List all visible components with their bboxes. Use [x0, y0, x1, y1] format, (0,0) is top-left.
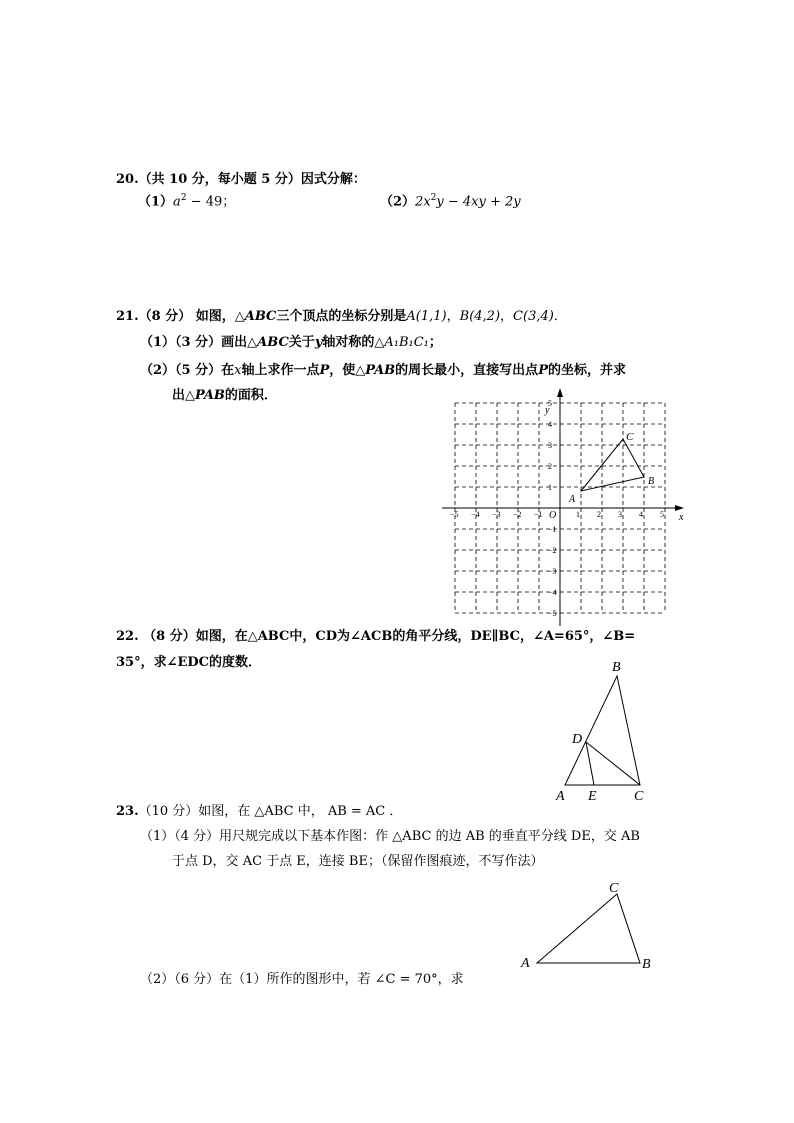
segment-de [586, 742, 594, 785]
q21-p2-a: （2）（5 分）在 [140, 363, 235, 378]
q22-label-a: A [556, 789, 565, 804]
q20-part1-rest: − 49； [186, 194, 236, 210]
q21-part2-line2 [172, 388, 277, 404]
q22-text1: （8 分）如图，在△ABC中，CD为∠ACB的角平分线，DE∥BC，∠A=65°，∠B= [138, 629, 636, 644]
q20-part2-exp: 2 [430, 193, 437, 203]
x-tick-label: 3 [618, 510, 622, 519]
q21-p1-a: （1）（3 分）画出△ [140, 335, 258, 350]
q21-point-b: B(4,2) [459, 309, 501, 324]
q21-p1-d: y [314, 335, 323, 350]
q21-p2-i: 的坐标，并求 [547, 363, 626, 378]
q20-header: 20.（共 10 分，每小题 5 分）因式分解： [116, 172, 366, 187]
x-tick-label: −1 [534, 510, 543, 519]
q21-abc: ABC [244, 309, 277, 324]
q21-num: 21.（8 分） [116, 309, 192, 324]
q20-part1 [138, 190, 235, 210]
q21-p2-b: x [234, 363, 242, 378]
x-tick-label: −4 [471, 510, 480, 519]
x-axis-label: x [679, 512, 684, 523]
y-tick-label: 4 [548, 420, 552, 429]
q21-p1-e: 轴对称的△ [322, 335, 385, 350]
triangle-abc [581, 439, 644, 491]
q21-end: ． [553, 309, 567, 324]
q22-line1 [116, 629, 635, 645]
q21-p2-e: ，使△ [329, 363, 366, 378]
q21-p2-k: PAB [195, 388, 225, 403]
y-tick-label: −5 [548, 609, 557, 618]
x-tick-label: −5 [450, 510, 459, 519]
q23-triangle-figure [515, 875, 660, 975]
y-tick-label: −1 [548, 525, 557, 534]
x-tick-label: 5 [660, 510, 664, 519]
q21-point-a: A(1,1) [406, 309, 447, 324]
q21-p1-f: A₁B₁C₁ [384, 335, 429, 350]
q21-text2: 三个顶点的坐标分别是 [276, 309, 407, 324]
q21-p2-j: 出△ [172, 388, 195, 403]
triangle-abc-q23 [537, 894, 640, 963]
q20-part2 [380, 190, 521, 210]
q22-label-c: C [634, 789, 644, 804]
q20-part2-a: 2x [415, 194, 431, 210]
q23-line1 [116, 804, 402, 820]
x-tick-label: −3 [492, 510, 501, 519]
q20-part2-label: （2） [380, 194, 416, 210]
q21-text1: 如图，△ [191, 309, 245, 324]
q22-label-b: B [612, 660, 621, 675]
q21-p2-f: PAB [365, 363, 396, 378]
triangle-abc-q22 [565, 676, 640, 785]
y-tick-label: 5 [548, 399, 552, 408]
y-tick-label: −4 [548, 588, 557, 597]
q23-line3: 于点 D，交 AC 于点 E，连接 BE；（保留作图痕迹，不写作法） [172, 854, 544, 869]
x-tick-label: 2 [597, 510, 601, 519]
x-axis-arrow [675, 505, 684, 511]
q23-text1: （10 分）如图，在 △ABC 中， AB = AC ． [138, 804, 403, 819]
label-c: C [626, 431, 634, 443]
y-axis-label: y [545, 405, 550, 416]
q21-stem [116, 309, 567, 325]
q23-line4: （2）（6 分）在（1）所作的图形中，若 ∠C = 70°，求 [140, 972, 464, 987]
q20-part1-exp: 2 [180, 193, 187, 203]
label-b: B [648, 476, 655, 487]
q21-p2-c: 轴上求作一点 [241, 363, 320, 378]
q23-num: 23. [116, 804, 139, 819]
q21-p2-g: 的周长最小，直接写出点 [395, 363, 539, 378]
q21-point-c: C(3,4) [513, 309, 554, 324]
y-tick-label: −3 [548, 567, 557, 576]
q21-p2-l: 的面积． [224, 388, 277, 403]
q20-part2-b: y − 4xy + 2y [436, 194, 521, 210]
q21-p2-h: P [538, 363, 548, 378]
x-tick-label: −2 [513, 510, 522, 519]
q23-line2: （1）（4 分）用尺规完成以下基本作图：作 △ABC 的边 AB 的垂直平分线 DE，交 AB [140, 829, 640, 844]
q21-sep1: ， [446, 309, 460, 324]
q20-part1-label: （1） [138, 194, 174, 210]
x-tick-label: 4 [639, 510, 643, 519]
q21-p1-c: 关于 [288, 335, 315, 350]
q23-label-c: C [609, 881, 619, 896]
q21-p1-b: ABC [257, 335, 289, 350]
q21-p1-g: ； [428, 335, 442, 350]
y-tick-label: −2 [548, 546, 557, 555]
q22-line2: 35°，求∠EDC的度数． [116, 655, 262, 670]
q21-p2-d: P [319, 363, 330, 378]
q22-num: 22. [116, 629, 139, 644]
q20-part1-base: a [173, 194, 181, 210]
q21-part1 [140, 335, 442, 351]
coordinate-grid-figure [438, 399, 688, 618]
q21-part2-line1 [140, 363, 626, 379]
q22-triangle-figure [550, 655, 660, 805]
x-tick-label: 1 [576, 510, 580, 519]
y-tick-label: 3 [548, 441, 552, 450]
y-axis-arrow [557, 388, 563, 397]
label-a: A [569, 494, 576, 505]
y-tick-label: 2 [548, 462, 552, 471]
q22-label-e: E [588, 789, 597, 804]
q23-label-a: A [521, 956, 530, 971]
q22-label-d: D [572, 732, 583, 747]
q21-sep2: ， [500, 309, 514, 324]
q23-label-b: B [642, 957, 651, 972]
origin-label: O [549, 510, 557, 521]
y-tick-label: 1 [548, 483, 552, 492]
